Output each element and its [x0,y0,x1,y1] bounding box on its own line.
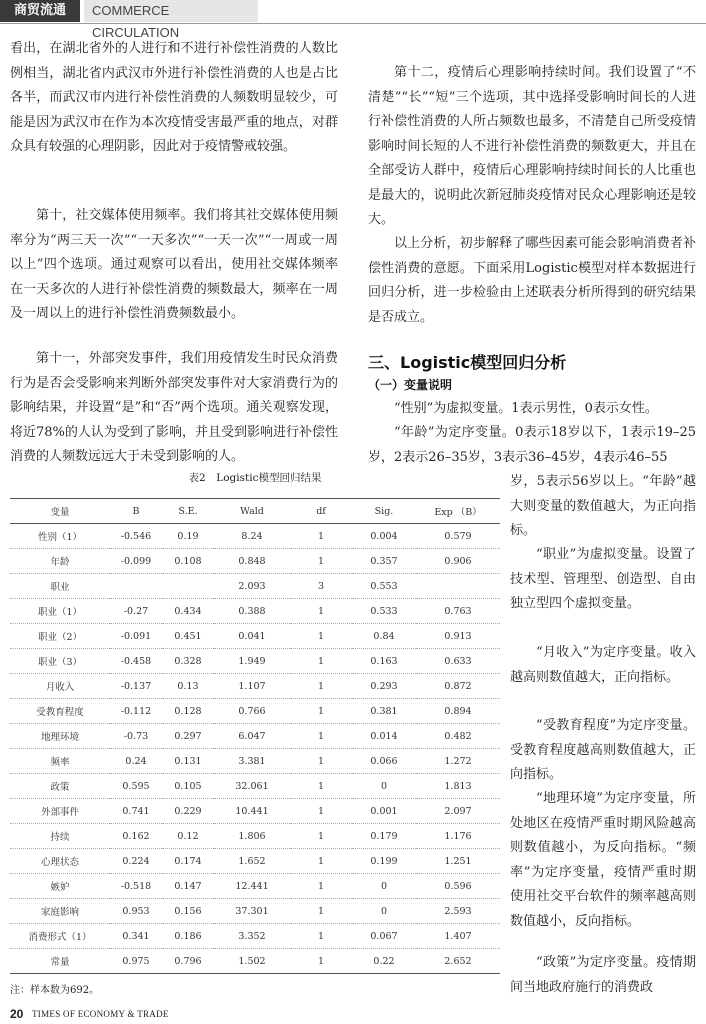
table-cell: 1.251 [416,849,500,874]
table-row [10,649,500,674]
table-cell: 地理环境 [10,724,110,749]
table-cell: 0.128 [162,699,214,724]
table-cell: -0.137 [110,674,162,699]
table-cell: 0.014 [352,724,416,749]
table-cell: 0.174 [162,849,214,874]
table-cell: 0.108 [162,549,214,574]
table-cell: 1.272 [416,749,500,774]
table-cell: 3 [290,574,352,599]
table-cell: -0.27 [110,599,162,624]
table-cell: 0.162 [110,824,162,849]
table-cell: 6.047 [214,724,290,749]
header-cell: B [110,499,162,524]
table-cell: 2.093 [214,574,290,599]
table-title: 表2 Logistic模型回归结果 [188,472,322,484]
table-row [10,624,500,649]
table-cell: 0.357 [352,549,416,574]
table-cell: 0.147 [162,874,214,899]
table-cell: 职业 [10,574,110,599]
page-number: 20 [10,1007,24,1021]
table-cell: 0.229 [162,799,214,824]
table-cell: 0.579 [416,524,500,549]
table-cell: 1 [290,924,352,949]
table-cell: 职业（3） [10,649,110,674]
table-cell: 0.482 [416,724,500,749]
table-cell: 0.041 [214,624,290,649]
table-cell: 0.293 [352,674,416,699]
header-cell: 变量 [10,499,110,524]
var-age: “年龄”为定序变量。0表示18岁以下，1表示19–25岁，2表示26–35岁，3表示36–45岁，4表示46–55 [368,425,696,465]
table-cell: 常量 [10,949,110,974]
subsection-title: （一）变量说明 [368,378,453,392]
table-cell: 0.001 [352,799,416,824]
table-row [10,924,500,949]
table-cell: 0.163 [352,649,416,674]
table-cell: 1 [290,749,352,774]
table-cell: 0.553 [352,574,416,599]
table-cell: 0.067 [352,924,416,949]
table-cell [110,574,162,599]
table-cell: 2.652 [416,949,500,974]
table-cell: -0.546 [110,524,162,549]
table-cell: 持续 [10,824,110,849]
table-cell: 嫉妒 [10,874,110,899]
table-cell: 1.176 [416,824,500,849]
table-cell: 1 [290,724,352,749]
table-cell: 0.533 [352,599,416,624]
table-cell: 12.441 [214,874,290,899]
paragraph-right-2: 以上分析，初步解释了哪些因素可能会影响消费者补偿性消费的意愿。下面采用Logistic模型对样本数据进行回归分析，进一步检验由上述联表分析所得到的研究结果是否成立。 [368,236,696,325]
table-cell: 0.004 [352,524,416,549]
section-label-cn: 商贸流通 [0,0,80,22]
table-cell: 0.12 [162,824,214,849]
table-row [10,524,500,549]
table-cell: 1 [290,624,352,649]
header-cell: Exp （B） [416,499,500,524]
table-cell: 性别（1） [10,524,110,549]
table-cell: 1 [290,699,352,724]
table-row [10,599,500,624]
table-cell: -0.458 [110,649,162,674]
table-cell: 0.975 [110,949,162,974]
table-cell: 1 [290,899,352,924]
table-cell: 0 [352,774,416,799]
table-cell: 0.24 [110,749,162,774]
table-cell: 1 [290,649,352,674]
paragraph-right-1: 第十二，疫情后心理影响持续时间。我们设置了“不清楚”“长”“短”三个选项，其中选择受影响时间长的人进行补偿性消费的人所占频数也最多，不清楚自己所受疫情影响时间长短的人不进行补偿性消费的频数更大，并且在全部受访人群中，疫情后心理影响持续时间长的人比重也是最大的，说明此次新冠肺炎疫情对民众心理影响还是较大。 [368,65,696,227]
table-row [10,699,500,724]
table-cell: 1.806 [214,824,290,849]
table-cell: 受教育程度 [10,699,110,724]
table-cell: 消费形式（1） [10,924,110,949]
table-cell: 0.595 [110,774,162,799]
table-cell: 0.381 [352,699,416,724]
table-cell: -0.518 [110,874,162,899]
var-gender: “性别”为虚拟变量。1表示男性，0表示女性。 [394,401,658,416]
table-cell: 1.813 [416,774,500,799]
table-row [10,849,500,874]
table-cell: 0.633 [416,649,500,674]
paragraph-left-2: 第十，社交媒体使用频率。我们将其社交媒体使用频率分为“两三天一次”“一天多次”“一天一次”“一周或一周以上”四个选项。通过观察可以看出，使用社交媒体频率在一天多次的人进行补偿性消费的频数最大，频率在一周及一周以上的进行补偿性消费频数最小。 [10,208,338,321]
header-cell: df [290,499,352,524]
table-cell: 1 [290,824,352,849]
table-cell: 0 [352,874,416,899]
table-cell: 0.894 [416,699,500,724]
table-cell: 0.328 [162,649,214,674]
table-cell: 1.502 [214,949,290,974]
table-cell: 1 [290,949,352,974]
table-row [10,724,500,749]
table-cell: 职业（1） [10,599,110,624]
table-cell: 0.297 [162,724,214,749]
table-cell: 0.913 [416,624,500,649]
table-row [10,749,500,774]
table-cell: 0.105 [162,774,214,799]
section-title: 三、Logistic模型回归分析 [368,353,567,372]
table-cell: 1 [290,849,352,874]
table-cell: 1 [290,524,352,549]
paragraph-left-1: 看出，在湖北省外的人进行和不进行补偿性消费的人数比例相当，湖北省内武汉市外进行补偿性消费的人也是占比各半，而武汉市内进行补偿性消费的人频数明显较少，可能是因为武汉市在作为本次疫情受害最严重的地点，对群众具有较强的心理阴影，因此对于疫情警戒较强。 [10,41,338,154]
table-cell: 0.451 [162,624,214,649]
header-cell: Sig. [352,499,416,524]
table-cell: 3.352 [214,924,290,949]
table-cell: 0.84 [352,624,416,649]
header-rule [0,23,706,24]
page-header [0,0,706,40]
table-cell: 0.388 [214,599,290,624]
section-label-en: COMMERCE CIRCULATION [84,0,258,22]
table-cell: 2.097 [416,799,500,824]
table-row [10,574,500,599]
table-cell: 年龄 [10,549,110,574]
table-cell: 0.796 [162,949,214,974]
table-row [10,674,500,699]
table-cell: 0.131 [162,749,214,774]
table-cell: 频率 [10,749,110,774]
table-cell: 0.19 [162,524,214,549]
table-cell: 0.13 [162,674,214,699]
table-cell: 1 [290,599,352,624]
table-cell: 职业（2） [10,624,110,649]
table-cell: 0.199 [352,849,416,874]
journal-name: TIMES OF ECONOMY & TRADE [32,1009,169,1019]
table-row [10,824,500,849]
table-cell: 家庭影响 [10,899,110,924]
table-row [10,949,500,974]
header-cell: S.E. [162,499,214,524]
table-cell: 心理状态 [10,849,110,874]
table-cell: 0.341 [110,924,162,949]
table-cell: 1 [290,549,352,574]
table-cell: 1.107 [214,674,290,699]
table-header-row [10,499,500,524]
var-age-continued: 岁，5表示56岁以上。“年龄”越大则变量的数值越大，为正向指标。 [510,474,696,538]
table-cell: 0.848 [214,549,290,574]
table-cell: 2.593 [416,899,500,924]
table-cell: 0.906 [416,549,500,574]
table-cell: 37.301 [214,899,290,924]
table-cell: 1 [290,774,352,799]
table-cell: 0.066 [352,749,416,774]
table-cell: 0.434 [162,599,214,624]
var-geography: “地理环境”为定序变量，所处地区在疫情严重时期风险越高则数值越小，为反向指标。“频率”为定序变量，疫情严重时期使用社交平台软件的频率越高则数值越小，反向指标。 [510,791,696,929]
table-cell: -0.112 [110,699,162,724]
table-cell: 0.766 [214,699,290,724]
table-cell: 0.179 [352,824,416,849]
table-cell: 外部事件 [10,799,110,824]
table-row [10,799,500,824]
table-cell: 0.22 [352,949,416,974]
table-cell: 3.381 [214,749,290,774]
table-cell: 8.24 [214,524,290,549]
table-cell: 1 [290,874,352,899]
table-cell: 0.224 [110,849,162,874]
table-row [10,874,500,899]
table-cell: 0.763 [416,599,500,624]
paragraph-left-3: 第十一，外部突发事件，我们用疫情发生时民众消费行为是否会受影响来判断外部突发事件对大家消费行为的影响结果，并设置“是”和“否”两个选项。通关观察发现，将近78%的人认为受到了影响，并且受到影响进行补偿性消费的人频数远远大于未受到影响的人。 [10,351,338,464]
table-cell: 0.186 [162,924,214,949]
table-cell [416,574,500,599]
var-policy: “政策”为定序变量。疫情期间当地政府施行的消费政 [510,955,696,995]
regression-table [10,498,500,974]
table-cell: 1.652 [214,849,290,874]
table-row [10,774,500,799]
table-cell [162,574,214,599]
table-cell: 32.061 [214,774,290,799]
var-education: “受教育程度”为定序变量。受教育程度越高则数值越大，正向指标。 [510,718,696,782]
table-cell: -0.73 [110,724,162,749]
var-income: “月收入”为定序变量。收入越高则数值越大，正向指标。 [510,645,696,685]
table-cell: 0.872 [416,674,500,699]
table-cell: 0.156 [162,899,214,924]
table-cell: 0 [352,899,416,924]
table-note: 注：样本数为692。 [10,985,100,996]
table-cell: 0.596 [416,874,500,899]
table-cell: -0.091 [110,624,162,649]
table-cell: 1 [290,674,352,699]
header-cell: Wald [214,499,290,524]
table-cell: 0.953 [110,899,162,924]
table-cell: 0.741 [110,799,162,824]
table-row [10,899,500,924]
var-occupation: “职业”为虚拟变量。设置了技术型、管理型、创造型、自由独立型四个虚拟变量。 [510,547,696,611]
table-cell: 1.407 [416,924,500,949]
table-cell: 月收入 [10,674,110,699]
table-cell: 10.441 [214,799,290,824]
table-cell: 政策 [10,774,110,799]
table-cell: 1 [290,799,352,824]
table-row [10,549,500,574]
table-cell: 1.949 [214,649,290,674]
table-cell: -0.099 [110,549,162,574]
